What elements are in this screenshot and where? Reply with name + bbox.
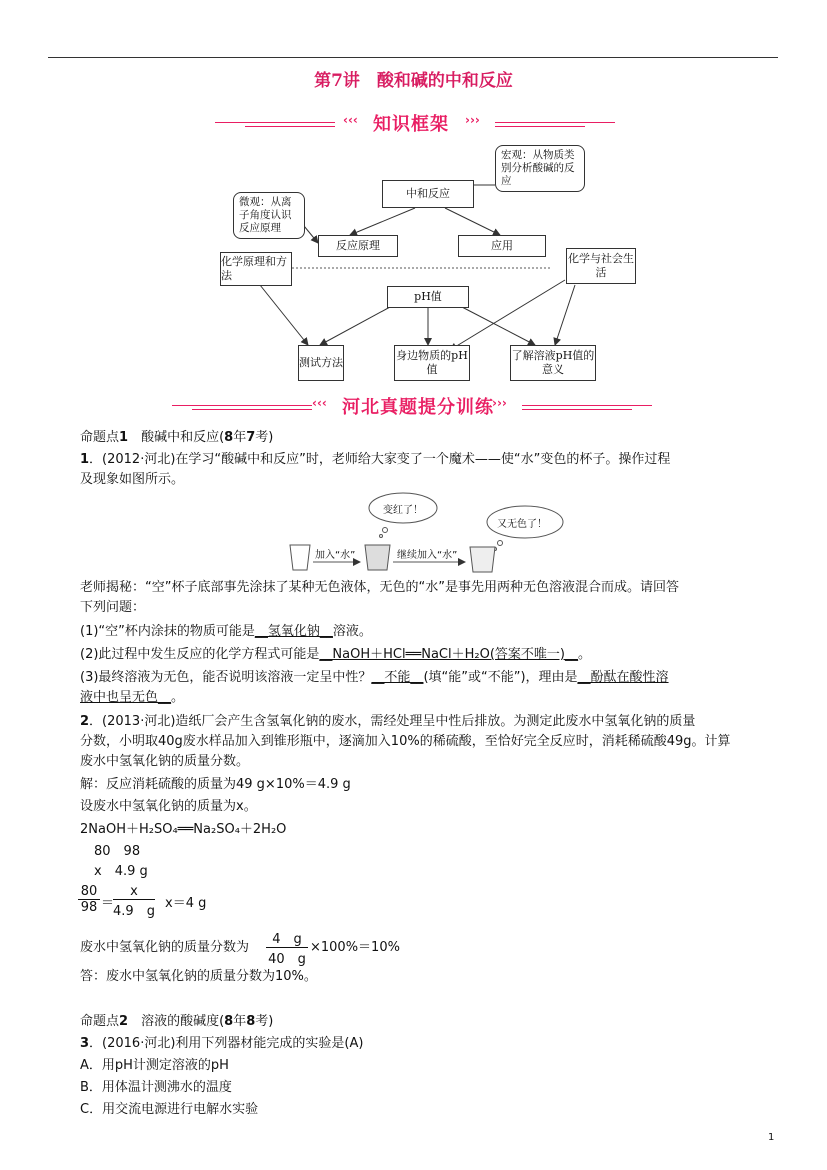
section2-heading: 命题点2 溶液的酸碱度(8年8考) [80, 1014, 274, 1029]
training-banner-label: 河北真题提分训练 [342, 397, 494, 418]
node-yingyong: 应用 [458, 235, 546, 257]
node-shenbian: 身边物质的pH值 [394, 345, 470, 381]
fraction-x: $\frac{x}{4.9 g}$ [113, 884, 155, 919]
node-fanying-yuanli: 反应原理 [318, 235, 398, 257]
node-zhonghe: 中和反应 [382, 180, 474, 208]
q3-option-a: A．用pH计测定溶液的pH [80, 1058, 229, 1073]
q1-reveal1: 老师揭秘：“空”杯子底部事先涂抹了某种无色液体，无色的“水”是事先用两种无色溶液混合而成。请回答 [80, 580, 679, 595]
training-banner: ‹‹‹ 河北真题提分训练 ››› [172, 395, 652, 417]
node-huaxue-shehui: 化学与社会生活 [566, 248, 636, 284]
q1-line1: 1．(2012·河北)在学习“酸碱中和反应”时，老师给大家变了一个魔术——使“水”变色的杯子。操作过程 [80, 452, 671, 467]
section1-heading: 命题点1 酸碱中和反应(8年7考) [80, 430, 274, 445]
note-weiguan: 微观：从离子角度认识反应原理 [233, 192, 305, 239]
header-rule [48, 57, 778, 58]
q3-option-c: C．用交流电源进行电解水实验 [80, 1102, 259, 1117]
q1-line2: 及现象如图所示。 [80, 472, 185, 487]
q1-reveal2: 下列问题： [80, 600, 146, 615]
node-liaojie: 了解溶液pH值的意义 [510, 345, 596, 381]
q1-figure [285, 490, 565, 575]
node-ph: pH值 [387, 286, 469, 308]
concept-diagram [200, 140, 634, 390]
q1-part2: (2)此过程中发生反应的化学方程式可能是__NaOH＋HCl══NaCl＋H₂O(答案不唯一)__。 [80, 647, 591, 662]
fraction-4-40: $\frac{4 g}{40 g}$ [266, 928, 308, 967]
q2-answer: 答：废水中氢氧化钠的质量分数为10%。 [80, 969, 317, 984]
q2-sol2: 设废水中氢氧化钠的质量为x。 [80, 799, 257, 814]
q2-line1: 2．(2013·河北)造纸厂会产生含氢氧化钠的废水，需经处理呈中性后排放。为测定此废水中氢氧化钠的质量 [80, 714, 696, 729]
q2-massfraction: 废水中氢氧化钠的质量分数为 [80, 940, 250, 955]
page-title: 第7讲 酸和碱的中和反应 [314, 71, 513, 91]
q2-line3: 废水中氢氧化钠的质量分数。 [80, 754, 250, 769]
q1-part3-cont: 液中也呈无色__。 [80, 690, 185, 705]
bubble-red: 变红了！ [383, 505, 423, 516]
q2-equation: 2NaOH＋H₂SO₄══Na₂SO₄＋2H₂O [80, 822, 287, 837]
q2-mass2: x 4.9 g [94, 864, 148, 879]
node-ceshi: 测试方法 [298, 345, 344, 381]
equals-sign: ＝ [101, 896, 115, 911]
knowledge-banner-label: 知识框架 [373, 114, 449, 135]
q2-xvalue: x＝4 g [165, 896, 207, 911]
q3-line1: 3．(2016·河北)利用下列器材能完成的实验是(A) [80, 1036, 364, 1051]
q3-option-b: B．用体温计测沸水的温度 [80, 1080, 232, 1095]
q1-part3: (3)最终溶液为无色，能否说明该溶液一定呈中性？__不能__(填“能”或“不能”)，理由是__酚酞在酸性溶 [80, 670, 669, 685]
node-huaxue-yuanli: 化学原理和方法 [220, 252, 292, 286]
arrow-label-1: 加入“水” [315, 550, 356, 561]
note-hongguan: 宏观：从物质类别分析酸碱的反应 [495, 145, 585, 192]
q2-mass1: 80 98 [94, 844, 141, 859]
bubble-colorless: 又无色了！ [497, 519, 547, 530]
knowledge-banner: ‹‹‹ 知识框架 ››› [215, 112, 615, 134]
q2-massfraction-result: ×100%＝10% [310, 940, 400, 955]
fraction-80-98: $\frac{80}{98}$ [78, 884, 100, 915]
q2-sol1: 解：反应消耗硫酸的质量为49 g×10%＝4.9 g [80, 777, 351, 792]
q2-line2: 分数，小明取40g废水样品加入到锥形瓶中，逐滴加入10%的稀硫酸，至恰好完全反应时，消耗稀硫酸49g。计算 [80, 734, 731, 749]
cups-figure [285, 490, 565, 575]
arrow-label-2: 继续加入“水” [397, 550, 458, 561]
page-number: 1 [768, 1132, 775, 1143]
q1-part1: (1)“空”杯内涂抹的物质可能是__氢氧化钠__溶液。 [80, 624, 372, 639]
